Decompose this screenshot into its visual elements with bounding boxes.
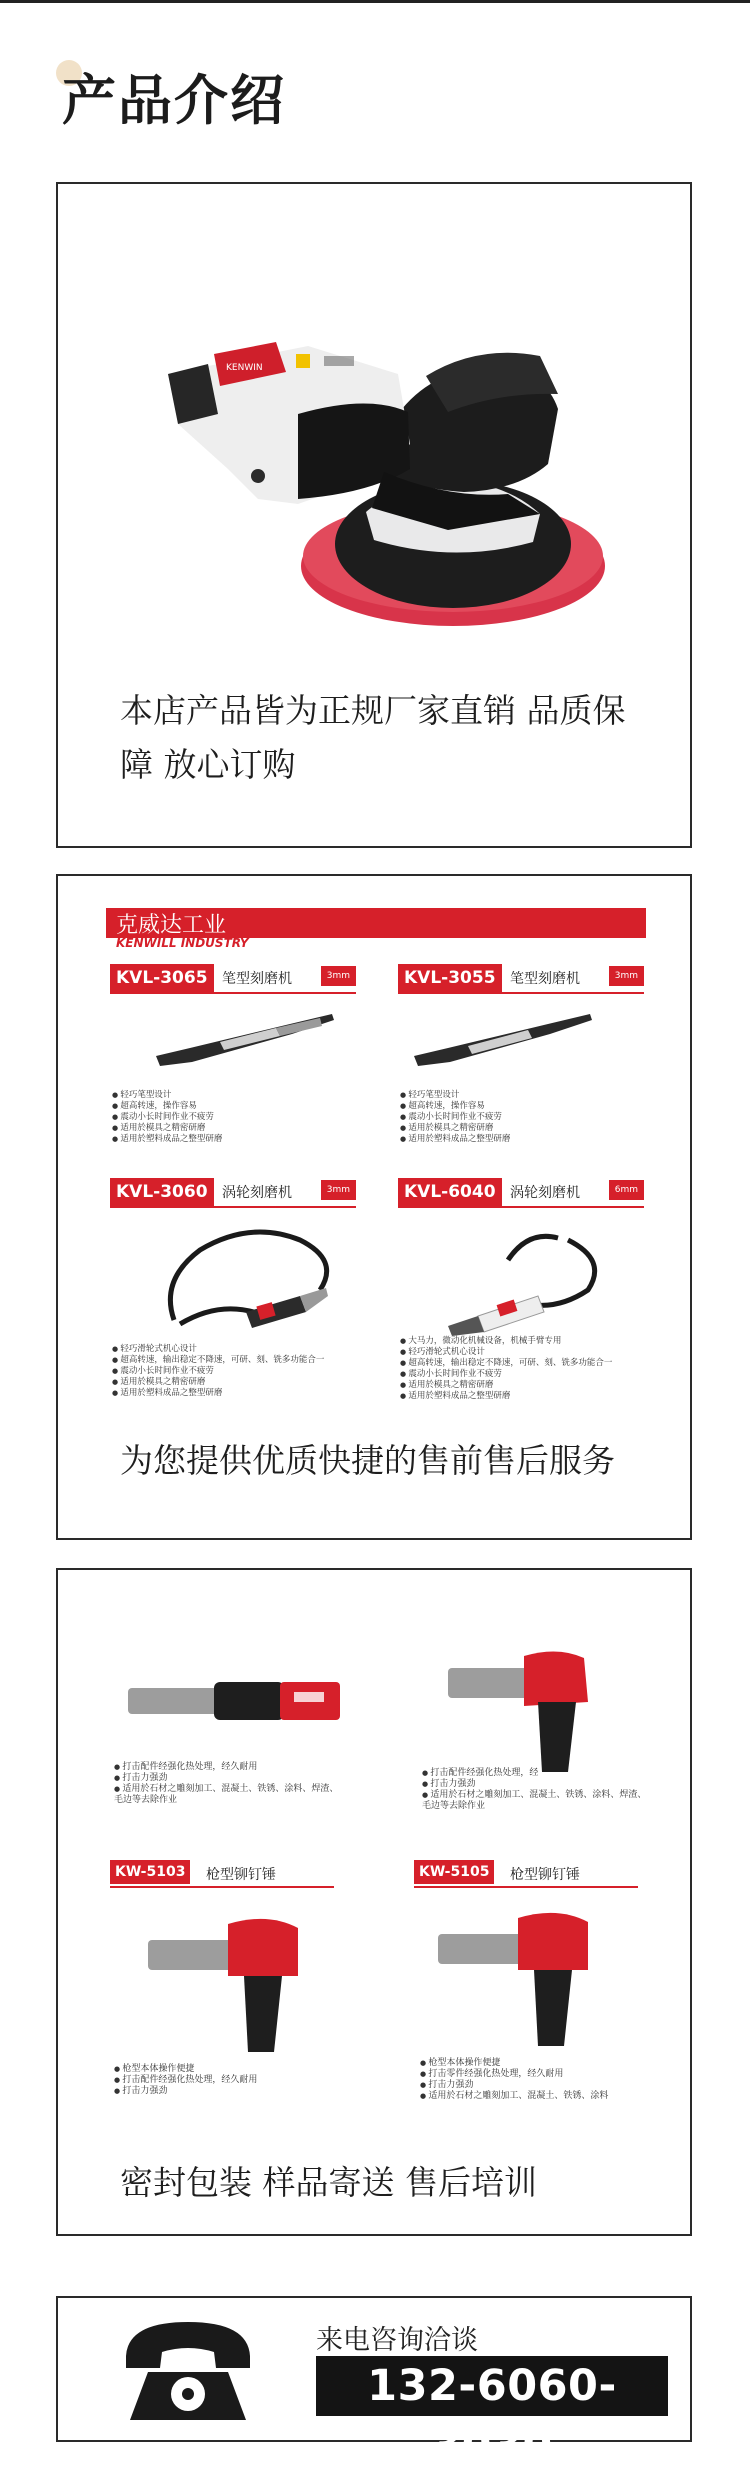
model-code: KVL-3060: [110, 1178, 214, 1206]
pen-grinder-image: [150, 1004, 350, 1074]
catalog-item: [110, 964, 356, 1144]
model-code: KW-5103: [110, 1860, 190, 1884]
feature-item: ● 轻巧滑轮式机心设计: [400, 1347, 612, 1358]
model-name: 枪型铆钉锤: [206, 1867, 276, 1883]
feature-item: ● 适用於石材之雕刻加工、混凝土、铁锈、涂料、焊渣、毛边等去除作业: [422, 1790, 652, 1812]
feature-item: ● 超高转速，输出稳定不降速，可研、刻、铣多功能合一: [400, 1358, 612, 1369]
model-code: KW-5105: [414, 1860, 494, 1884]
feature-item: ● 适用於塑料成品之整型研磨: [400, 1391, 612, 1402]
feature-item: ● 震动小长时间作业不疲劳: [112, 1112, 222, 1123]
catalog-item-header: [110, 964, 356, 994]
feature-item: ● 适用於石材之雕刻加工、混凝土、铁锈、涂料: [420, 2091, 650, 2102]
feature-list: [112, 1344, 324, 1399]
turbine-grinder-image: [418, 1220, 618, 1340]
brand-label: KENWIN: [226, 363, 263, 373]
catalog-item-header: [110, 1178, 356, 1208]
feature-item: ● 打击力强劲: [114, 2086, 344, 2097]
catalog-item-header: [398, 1178, 644, 1208]
model-name: 笔型刻磨机: [222, 971, 292, 987]
contact-label: 来电咨询洽谈: [316, 2325, 478, 2356]
card-caption: 本店产品皆为正规厂家直销 品质保障 放心订购: [120, 691, 626, 784]
feature-item: ● 打击零件经强化热处理，经久耐用: [420, 2069, 650, 2080]
feature-item: ● 枪型本体操作便捷: [114, 2064, 344, 2075]
feature-item: ● 打击配件经强化热处理，经久耐用: [114, 2075, 344, 2086]
model-size: 3mm: [321, 966, 356, 986]
phone-number[interactable]: 132-6060-3030: [367, 2361, 617, 2471]
feature-item: ● 震动小长时间作业不疲劳: [112, 1366, 324, 1377]
model-size: 3mm: [609, 966, 644, 986]
top-divider: [0, 0, 750, 3]
orbital-sander-image: [148, 294, 618, 634]
feature-item: ● 超高转速，操作容易: [400, 1101, 510, 1112]
feature-list: [112, 1090, 222, 1145]
feature-item: ● 适用於模具之精密研磨: [400, 1123, 510, 1134]
feature-item: ● 适用於塑料成品之整型研磨: [112, 1388, 324, 1399]
feature-item: ● 震动小长时间作业不疲劳: [400, 1369, 612, 1380]
feature-list: [400, 1090, 510, 1145]
feature-list: [114, 2064, 344, 2097]
feature-item: ● 轻巧滑轮式机心设计: [112, 1344, 324, 1355]
pen-grinder-image: [408, 1004, 608, 1074]
telephone-icon: [118, 2316, 258, 2426]
product-card-hammers: [56, 1568, 692, 2236]
hammer-header: [414, 1860, 638, 1888]
feature-item: ● 适用於石材之雕刻加工、混凝土、铁锈、涂料、焊渣、毛边等去除作业: [114, 1784, 344, 1806]
section-title: 产品介绍: [62, 69, 286, 132]
feature-list: [422, 1768, 652, 1812]
card-caption: 为您提供优质快捷的售前售后服务: [120, 1441, 615, 1480]
feature-list: [114, 1762, 344, 1806]
feature-item: ● 超高转速，输出稳定不降速，可研、刻、铣多功能合一: [112, 1355, 324, 1366]
model-size: 3mm: [321, 1180, 356, 1200]
model-size: 6mm: [609, 1180, 644, 1200]
catalog-brand-en: KENWILL INDUSTRY: [116, 936, 249, 950]
feature-item: ● 适用於塑料成品之整型研磨: [112, 1134, 222, 1145]
feature-item: ● 打击配件经强化热处理，经久耐用: [114, 1762, 344, 1773]
model-name: 枪型铆钉锤: [510, 1867, 580, 1883]
section-heading: [62, 58, 286, 132]
feature-item: ● 超高转速，操作容易: [112, 1101, 222, 1112]
card-caption: 密封包装 样品寄送 售后培训: [120, 2163, 537, 2202]
catalog-item-header: [398, 964, 644, 994]
feature-item: ● 适用於塑料成品之整型研磨: [400, 1134, 510, 1145]
feature-item: ● 打击配件经强化热处理，经: [422, 1768, 652, 1779]
catalog-item: [398, 1178, 644, 1401]
feature-item: ● 适用於模具之精密研磨: [112, 1377, 324, 1388]
model-code: KVL-3055: [398, 964, 502, 992]
contact-panel: [56, 2296, 692, 2471]
feature-item: ● 打击力强劲: [422, 1779, 652, 1790]
catalog-item: [398, 964, 644, 1144]
catalog-brand-cn: 克威达工业: [116, 913, 227, 938]
model-name: 涡轮刻磨机: [222, 1185, 292, 1201]
product-card-grinders: [56, 874, 692, 1540]
feature-list: [420, 2058, 650, 2102]
model-name: 涡轮刻磨机: [510, 1185, 580, 1201]
phone-number-box[interactable]: [316, 2356, 668, 2471]
model-name: 笔型刻磨机: [510, 971, 580, 987]
feature-item: ● 轻巧笔型设计: [112, 1090, 222, 1101]
turbine-grinder-image: [150, 1220, 350, 1340]
rivet-hammer-image: [438, 1900, 638, 2050]
feature-item: ● 打击力强劲: [420, 2080, 650, 2091]
catalog-item: [110, 1178, 356, 1398]
model-code: KVL-3065: [110, 964, 214, 992]
feature-item: ● 适用於模具之精密研磨: [400, 1380, 612, 1391]
feature-item: ● 震动小长时间作业不疲劳: [400, 1112, 510, 1123]
product-card-sander: [56, 182, 692, 848]
feature-item: ● 轻巧笔型设计: [400, 1090, 510, 1101]
model-code: KVL-6040: [398, 1178, 502, 1206]
rivet-hammer-image: [148, 1906, 348, 2056]
feature-item: ● 枪型本体操作便捷: [420, 2058, 650, 2069]
feature-item: ● 打击力强劲: [114, 1773, 344, 1784]
hammer-header: [110, 1860, 334, 1888]
feature-item: ● 大马力，微动化机械设备，机械手臂专用: [400, 1336, 612, 1347]
feature-list: [400, 1336, 612, 1402]
feature-item: ● 适用於模具之精密研磨: [112, 1123, 222, 1134]
air-hammer-image: [124, 1666, 364, 1736]
